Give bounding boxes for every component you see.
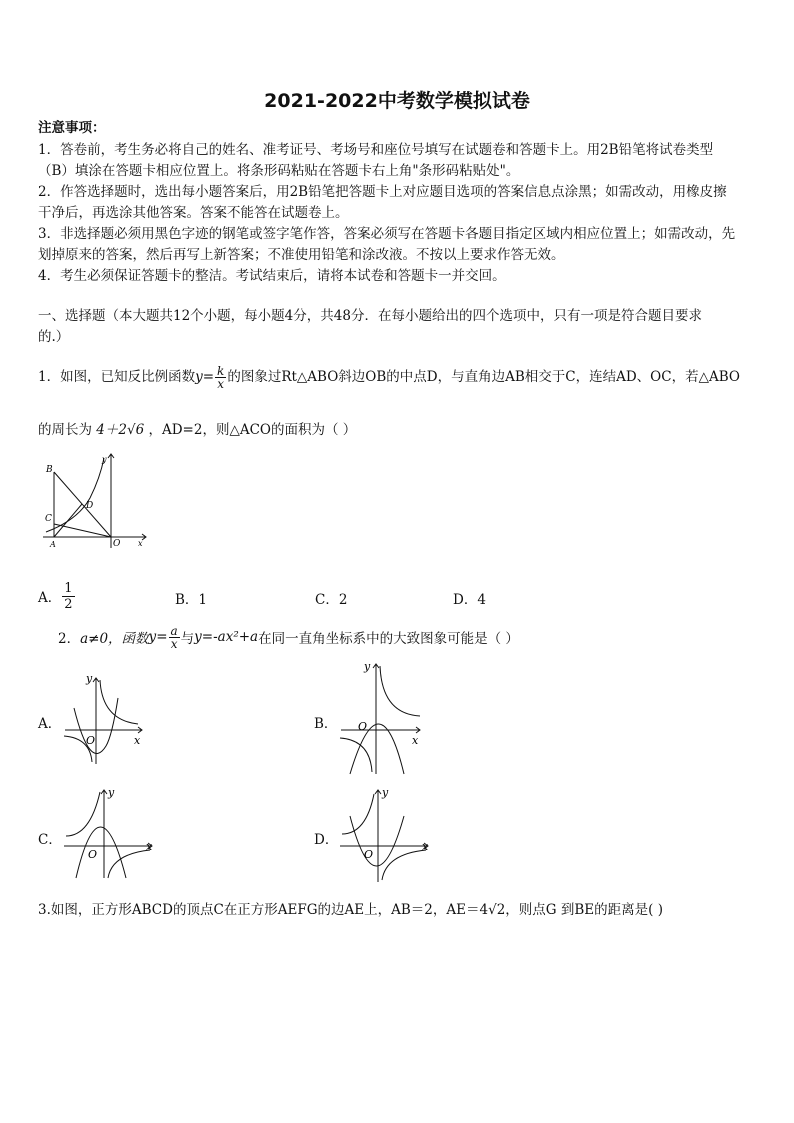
q1-prefix: 1．如图，已知反比例函数: [38, 368, 196, 385]
section-heading-line-1: 一、选择题（本大题共12个小题，每小题4分，共48分．在每小题给出的四个选项中，只有一项是符合题目要求: [38, 308, 702, 324]
question-1-line-1: [38, 362, 758, 392]
q2-option-B[interactable]: B．: [314, 716, 338, 732]
q2-a-label-y: y: [86, 672, 93, 685]
q2-graph-A: [60, 668, 150, 768]
q1-hyperbola: [46, 458, 104, 532]
q2-option-C[interactable]: C．: [38, 832, 62, 848]
q2-a-label-o: O: [86, 734, 96, 747]
q1-text-post: 的图象过Rt△ABO斜边OB的中点D，与直角边AB相交于C，连结AD、OC，若△ABO: [227, 368, 740, 385]
notice-line-2: （B）填涂在答题卡相应位置上。将条形码粘贴在答题卡右上角"条形码粘贴处"。: [38, 163, 520, 179]
q1-option-A[interactable]: [38, 578, 76, 614]
question-1-line-2: [38, 420, 758, 441]
question-2-line: [58, 620, 519, 654]
q2-option-D[interactable]: D．: [314, 832, 339, 848]
notice-line-1: 1．答卷前，考生务必将自己的姓名、准考证号、考场号和座位号填写在试题卷和答题卡上。用2B铅笔将试卷类型: [38, 142, 714, 158]
q1-option-A-den: 2: [64, 596, 73, 612]
notice-heading: 注意事项：: [38, 120, 106, 136]
q2-mid: 与: [180, 631, 195, 647]
q1-frac-num: k: [217, 363, 225, 378]
q2-d-hyperbola-left: [342, 794, 374, 834]
q2-c-label-o: O: [88, 848, 98, 861]
q2-a-hyperbola-right: [100, 680, 138, 724]
q1-frac-den: x: [217, 376, 225, 391]
q1-segment-OC: [54, 524, 111, 537]
notice-line-4: 干净后，再选涂其他答案。答案不能答在试题卷上。: [38, 205, 349, 221]
q2-c-parabola: [76, 827, 126, 878]
q1-label-x: x: [138, 539, 143, 548]
q1-label-B: B: [46, 465, 53, 475]
notice-line-5: 3．非选择题必须用黑色字迹的钢笔或签字笔作答，答案必须写在答题卡各题目指定区域内相应位置上；如需改动，先: [38, 226, 736, 242]
q2-func-y: y: [148, 629, 157, 645]
q2-b-label-o: O: [358, 720, 368, 733]
notice-line-6: 划掉原来的答案，然后再写上新答案；不准使用铅笔和涂改液。不按以上要求作答无效。: [38, 247, 565, 263]
q1-option-B[interactable]: B．1: [175, 592, 208, 608]
q2-graph-D: [336, 786, 436, 884]
q1-line2-post: ，AD=2，则△ACO的面积为（ ）: [148, 422, 357, 438]
q1-perimeter: 4＋2√6: [96, 422, 145, 438]
q2-d-label-x: x: [422, 840, 429, 853]
q2-b-hyperbola-right: [380, 666, 420, 716]
q2-c-label-x: x: [146, 840, 153, 853]
q2-a-label-x: x: [134, 734, 141, 747]
q2-d-hyperbola-right: [382, 850, 426, 880]
q2-func-eq: =: [156, 629, 168, 645]
q1-label-D: D: [86, 501, 94, 511]
notice-line-3: 2．作答选择题时，选出每小题答案后，用2B铅笔把答题卡上对应题目选项的答案信息点涂黑；如需改动，用橡皮擦: [38, 184, 727, 200]
q1-func-eq: =: [202, 368, 215, 385]
q2-b-label-x: x: [412, 734, 419, 747]
section-heading-line-2: 的.）: [38, 329, 70, 345]
q2-frac-num: a: [170, 623, 178, 638]
q1-label-C: C: [45, 514, 52, 524]
q2-c-hyperbola-right: [108, 850, 150, 878]
question-3-line: 3.如图，正方形ABCD的顶点C在正方形AEFG的边AE上，AB＝2，AE＝4√2，则点G 到BE的距离是( ): [38, 902, 663, 918]
q1-figure: [38, 450, 153, 550]
q2-graph-B: [336, 658, 426, 778]
notice-line-7: 4．考生必须保证答题卡的整洁。考试结束后，请将本试卷和答题卡一并交回。: [38, 268, 506, 284]
q2-condition: a≠0，函数: [80, 631, 149, 647]
q2-post: 在同一直角坐标系中的大致图象可能是（ ）: [258, 631, 519, 647]
q2-c-label-y: y: [108, 786, 115, 799]
q1-label-y: y: [102, 455, 107, 464]
q2-prefix: 2．: [58, 631, 81, 647]
q1-line2-pre: 的周长为: [38, 422, 92, 438]
q1-label-A: A: [50, 540, 56, 549]
q1-option-A-num: 1: [64, 580, 73, 596]
q1-label-O: O: [113, 539, 121, 549]
q2-option-A[interactable]: A．: [38, 716, 62, 732]
q2-func2: y=-ax²+a: [194, 629, 259, 645]
q1-option-C[interactable]: C．2: [315, 592, 348, 608]
q1-func-y: y: [195, 368, 203, 385]
q1-option-D[interactable]: D．4: [453, 592, 486, 608]
page-title: 2021-2022中考数学模拟试卷: [264, 90, 530, 112]
q2-fraction: [169, 625, 180, 650]
q1-option-A-fraction: [62, 581, 74, 612]
q1-fraction: [215, 365, 226, 390]
q2-d-label-y: y: [382, 786, 389, 799]
q2-graph-C: [60, 786, 160, 881]
q1-option-A-label: A．: [38, 590, 62, 606]
q2-d-label-o: O: [364, 848, 374, 861]
q2-b-label-y: y: [364, 660, 371, 673]
q2-frac-den: x: [170, 636, 178, 651]
